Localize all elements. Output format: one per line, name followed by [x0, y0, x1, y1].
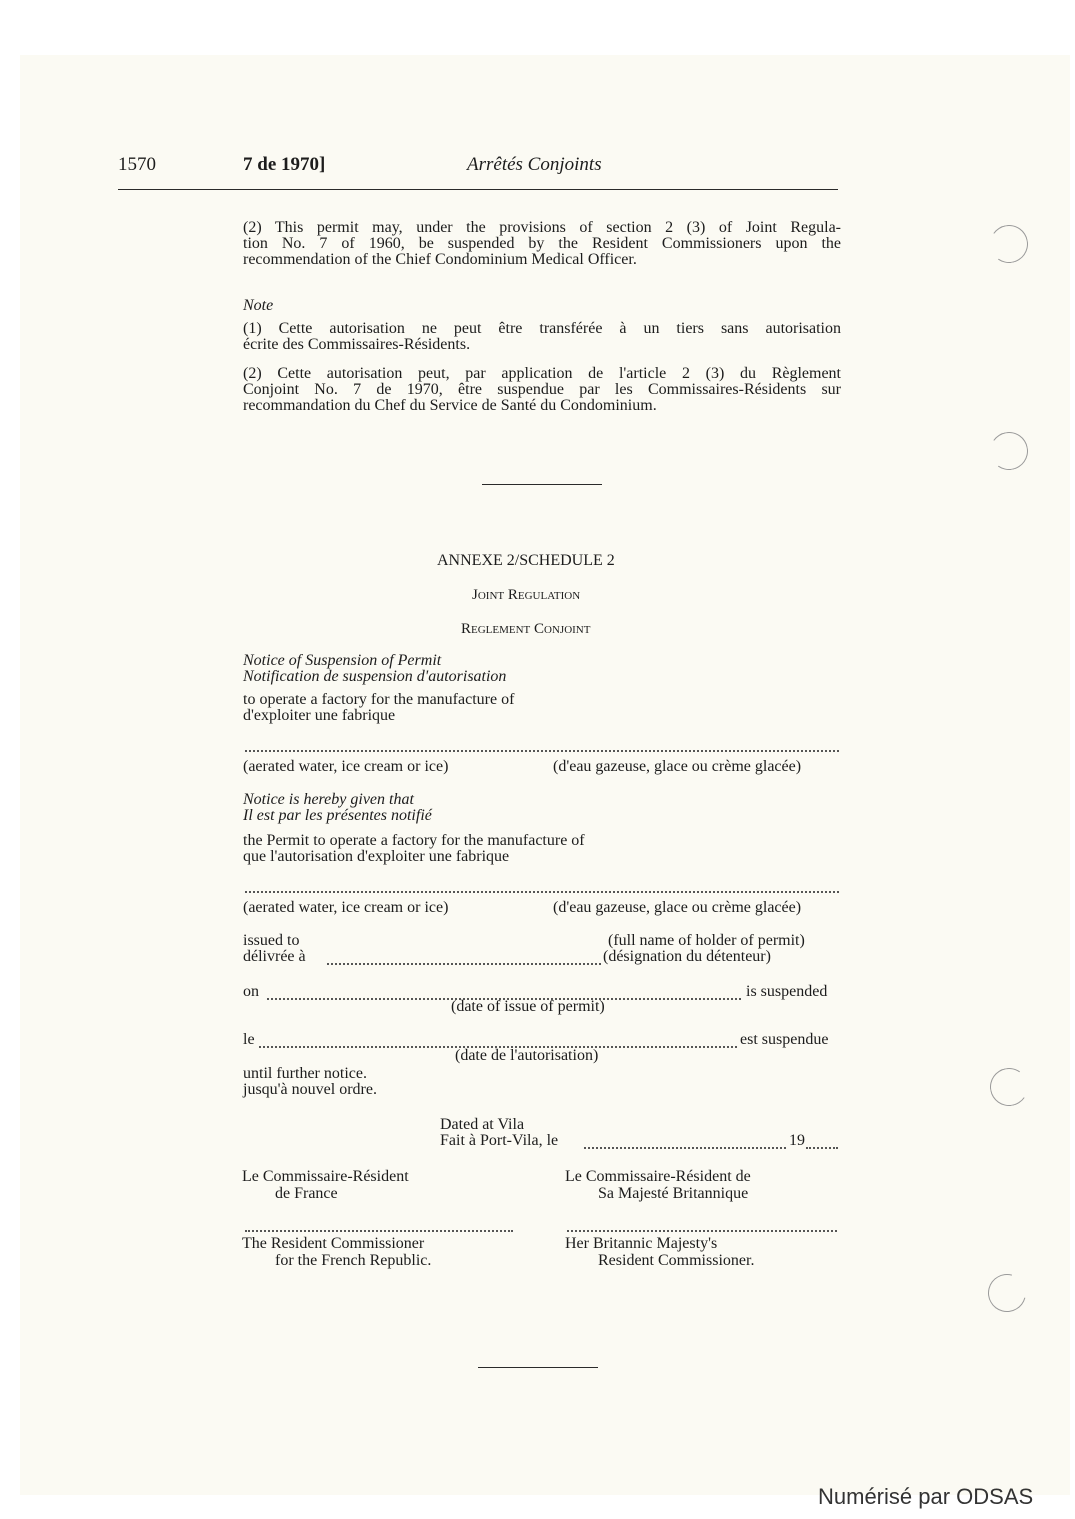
schedule-subtitle-2: Reglement Conjoint [461, 621, 591, 637]
until-en: until further notice. [243, 1065, 367, 1082]
on-label: on [243, 983, 259, 1000]
dated-at-label: Dated at Vila [440, 1116, 525, 1133]
operate-en: to operate a factory for the manufacture of [243, 691, 515, 708]
digitization-watermark: Numérisé par ODSAS [818, 1484, 1034, 1509]
permit-fr: que l'autorisation d'exploiter une fabrique [243, 848, 510, 865]
signature-line-left[interactable] [245, 1230, 513, 1232]
para-en-2-line3: recommendation of the Chief Condominium Medical Officer. [243, 251, 637, 268]
sig-right-fr-2: Sa Majesté Britannique [598, 1185, 749, 1202]
operate-fr: d'exploiter une fabrique [243, 707, 396, 724]
scanned-page [20, 55, 1070, 1495]
year-label: 19 [789, 1132, 805, 1149]
sig-right-fr-1: Le Commissaire-Résident de [565, 1168, 751, 1185]
schedule-title: ANNEXE 2/SCHEDULE 2 [437, 552, 615, 569]
date-autorisation-hint: (date de l'autorisation) [455, 1047, 599, 1064]
note-p2-line1: (2) Cette autorisation peut, par application de l'article 2 (3) du Règlement [243, 365, 841, 382]
sig-left-en-1: The Resident Commissioner [242, 1235, 425, 1252]
notice-title-fr: Notification de suspension d'autorisation [243, 668, 507, 685]
product-fr-1: (d'eau gazeuse, glace ou crème glacée) [553, 758, 802, 775]
given-fr: Il est par les présentes notifié [243, 807, 432, 824]
until-fr: jusqu'à nouvel ordre. [243, 1081, 377, 1098]
signature-line-right[interactable] [567, 1230, 837, 1232]
delivree-label: délivrée à [243, 948, 306, 965]
page-number: 1570 [118, 154, 156, 175]
issued-to-hint: (full name of holder of permit) [608, 932, 805, 949]
product-fr-2: (d'eau gazeuse, glace ou crème glacée) [553, 899, 802, 916]
note-p2-line3: recommandation du Chef du Service de Santé du Condominium. [243, 397, 657, 414]
issued-to-label: issued to [243, 932, 300, 949]
note-p1-line2: écrite des Commissaires-Résidents. [243, 336, 471, 353]
est-suspendue-label: est suspendue [740, 1031, 829, 1048]
sig-left-en-2: for the French Republic. [275, 1252, 432, 1269]
is-suspended-label: is suspended [746, 983, 828, 1000]
note-p2-line2: Conjoint No. 7 de 1970, être suspendue par les Commissaires-Résidents sur [243, 381, 841, 398]
permit-en: the Permit to operate a factory for the manufacture of [243, 832, 585, 849]
date-signed-field[interactable] [584, 1147, 786, 1149]
product-field-1[interactable] [245, 750, 839, 752]
note-heading: Note [243, 297, 274, 314]
regulation-number: 7 de 1970] [243, 154, 326, 175]
product-field-2[interactable] [245, 891, 839, 893]
schedule-subtitle-1: Joint Regulation [472, 587, 581, 603]
holder-name-field[interactable] [327, 963, 601, 965]
sig-right-en-2: Resident Commissioner. [598, 1252, 755, 1269]
product-en-2: (aerated water, ice cream or ice) [243, 899, 449, 916]
section-divider-1 [482, 484, 602, 485]
given-en: Notice is hereby given that [243, 791, 414, 808]
para-en-2-line2: tion No. 7 of 1960, be suspended by the Resident Commissioners upon the [243, 235, 841, 252]
note-p1-line1: (1) Cette autorisation ne peut être transférée à un tiers sans autorisation [243, 320, 841, 337]
year-field[interactable] [806, 1147, 838, 1149]
date-issue-hint: (date of issue of permit) [451, 998, 605, 1015]
sig-right-en-1: Her Britannic Majesty's [565, 1235, 718, 1252]
section-divider-2 [478, 1367, 598, 1368]
fait-label: Fait à Port-Vila, le [440, 1132, 559, 1149]
notice-title-en: Notice of Suspension of Permit [243, 652, 442, 669]
header-rule [118, 189, 838, 190]
page-title: Arrêtés Conjoints [467, 154, 602, 175]
le-label: le [243, 1031, 255, 1048]
delivree-hint: (désignation du détenteur) [603, 948, 771, 965]
sig-left-fr-2: de France [275, 1185, 338, 1202]
product-en-1: (aerated water, ice cream or ice) [243, 758, 449, 775]
para-en-2-line1: (2) This permit may, under the provisions of section 2 (3) of Joint Regula- [243, 219, 841, 236]
sig-left-fr-1: Le Commissaire-Résident [242, 1168, 409, 1185]
